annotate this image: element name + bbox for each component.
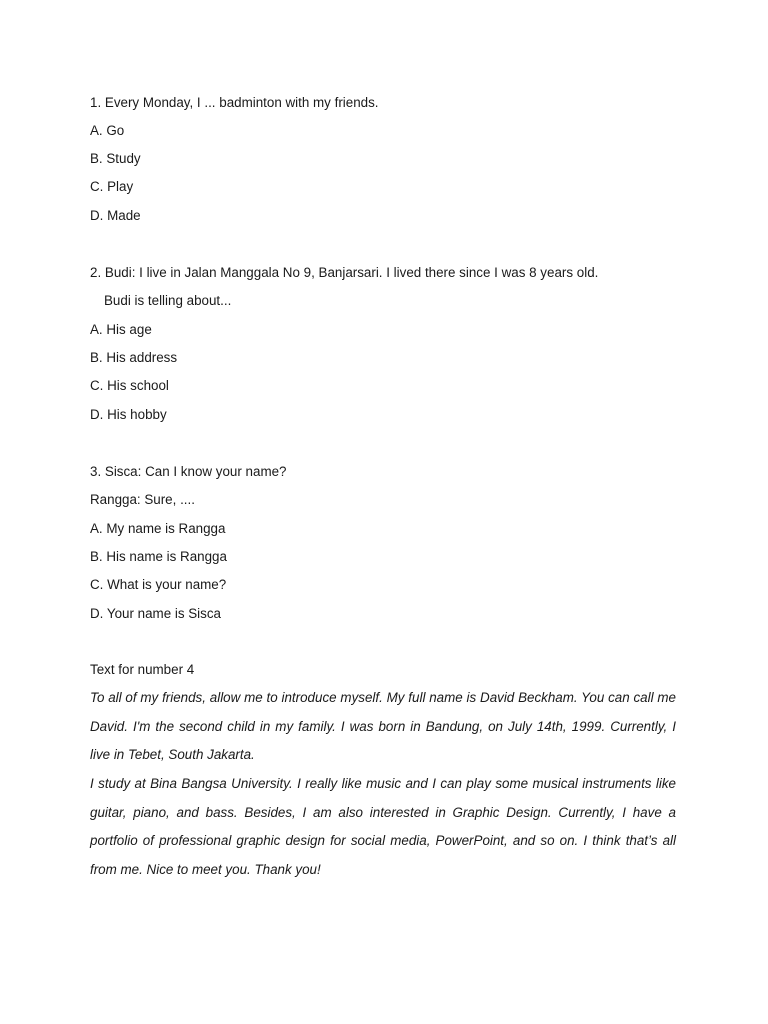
question-1-option-b: B. Study — [90, 151, 141, 166]
question-2-option-b: B. His address — [90, 350, 178, 365]
question-1-option-c: C. Play — [90, 179, 134, 194]
question-1-option-d: D. Made — [90, 208, 141, 223]
question-2-prompt: Budi is telling about... — [104, 293, 232, 308]
question-3-option-a: A. My name is Rangga — [90, 521, 226, 536]
question-3-stem: 3. Sisca: Can I know your name? — [90, 464, 287, 479]
question-3-prompt: Rangga: Sure, .... — [90, 492, 195, 507]
question-3-option-d: D. Your name is Sisca — [90, 606, 221, 621]
question-2-stem: 2. Budi: I live in Jalan Manggala No 9, Banjarsari. I lived there since I was 8 years old. — [90, 265, 599, 280]
reading-paragraph-2: I study at Bina Bangsa University. I really like music and I can play some musical instruments like guitar, piano, and bass. Besides, I am also interested in Graphic Design. Currently, I have a portfolio of professional graphic design for social media, PowerPoint, and so on. I think that’s all from me. Nice to meet you. Thank you! — [90, 776, 676, 877]
question-3-option-c: C. What is your name? — [90, 577, 227, 592]
question-3-option-b: B. His name is Rangga — [90, 549, 227, 564]
question-2-option-d: D. His hobby — [90, 407, 167, 422]
question-1-option-a: A. Go — [90, 123, 125, 138]
reading-paragraph-1: To all of my friends, allow me to introduce myself. My full name is David Beckham. You can call me David. I'm the second child in my family. I was born in Bandung, on July 14th, 1999. Currently, I live in Tebet, South Jakarta. — [90, 690, 676, 762]
question-2-option-c: C. His school — [90, 378, 169, 393]
question-1-stem: 1. Every Monday, I ... badminton with my friends. — [90, 95, 379, 110]
reading-heading: Text for number 4 — [90, 662, 195, 677]
question-2-option-a: A. His age — [90, 322, 152, 337]
